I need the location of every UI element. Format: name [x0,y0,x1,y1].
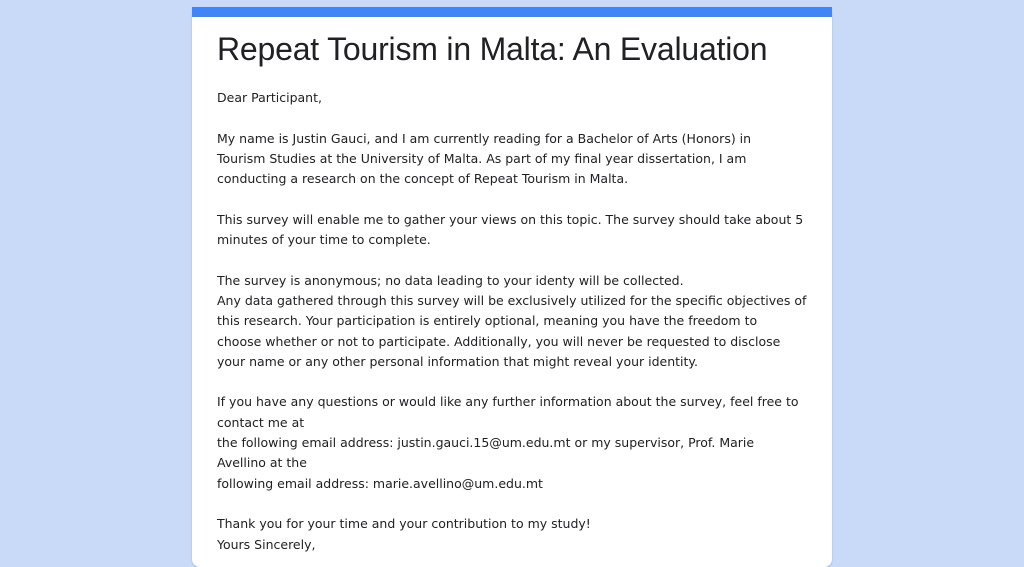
form-accent-bar [192,7,832,17]
paragraph4-line: If you have any questions or would like any further information about the survey, feel free to [217,394,799,410]
paragraph-spacer [217,372,817,392]
form-header-card [192,7,832,567]
paragraph3-line: The survey is anonymous; no data leading to your identy will be collected. [217,272,684,288]
paragraph4-line: Avellino at the [217,455,307,471]
paragraph3-line: choose whether or not to participate. Additionally, you will never be requested to disclose [217,333,781,349]
form-title: Repeat Tourism in Malta: An Evaluation [217,31,768,67]
paragraph2-line: minutes of your time to complete. [217,232,431,248]
paragraph4-line: the following email address: justin.gauci.15@um.edu.mt or my supervisor, Prof. Marie [217,435,755,451]
paragraph1-line: My name is Justin Gauci, and I am currently reading for a Bachelor of Arts (Honors) in [217,130,752,146]
paragraph3-line: this research. Your participation is entirely optional, meaning you have the freedom to [217,313,758,329]
paragraph1-line: Tourism Studies at the University of Malta. As part of my final year dissertation, I am [217,150,747,166]
paragraph5-line: Yours Sincerely, [217,536,316,552]
paragraph4-line: contact me at [217,414,305,430]
paragraph3-line: Any data gathered through this survey will be exclusively utilized for the specific objectives of [217,292,807,308]
paragraph-spacer [217,250,817,270]
greeting-text: Dear Participant, [217,90,322,105]
paragraph5-line: Thank you for your time and your contribution to my study! [217,516,591,532]
paragraph1-line: conducting a research on the concept of Repeat Tourism in Malta. [217,171,629,187]
paragraph-spacer [217,494,817,514]
paragraph-spacer [217,108,817,128]
form-description [217,88,817,555]
paragraph-spacer [217,189,817,209]
paragraph4-line: following email address: marie.avellino@um.edu.mt [217,475,543,491]
paragraph2-line: This survey will enable me to gather your views on this topic. The survey should take about 5 [217,211,804,227]
paragraph3-line: your name or any other personal information that might reveal your identity. [217,353,699,369]
